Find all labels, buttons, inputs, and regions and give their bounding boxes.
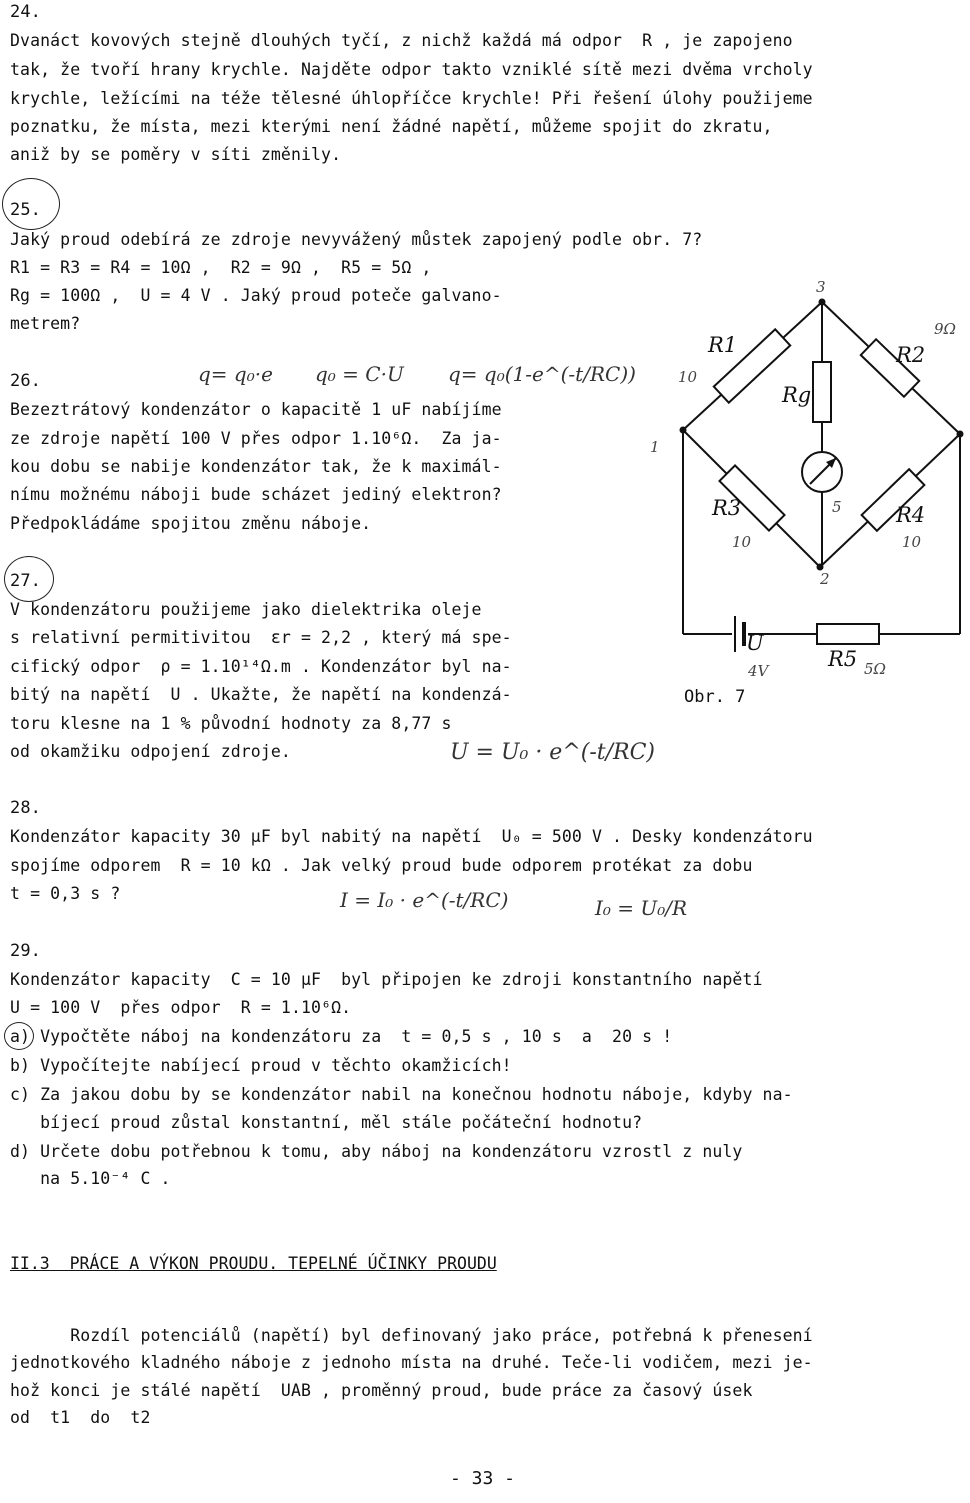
problem-28-line: Kondenzátor kapacity 30 μF byl nabitý na napětí U₀ = 500 V . Desky kondenzátoru [10, 827, 813, 846]
problem-29-line: na 5.10⁻⁴ C . [10, 1169, 171, 1188]
label-r5: R5 [828, 647, 858, 671]
handwritten-formula: U = U₀ · e^(-t/RC) [450, 740, 656, 765]
resistor-r5 [817, 624, 879, 644]
problem-27-line: V kondenzátoru použijeme jako dielektrika oleje [10, 600, 482, 619]
resistor-rg [813, 362, 831, 422]
problem-28-number: 28. [10, 798, 42, 818]
note-value: 5 [832, 498, 842, 516]
label-r4: R4 [896, 503, 926, 527]
problem-25-line: Rg = 100Ω , U = 4 V . Jaký proud poteče galvano- [10, 286, 502, 305]
problem-29-line: b) Vypočítejte nabíjecí proud v těchto okamžicích! [10, 1056, 512, 1075]
intro-line: hož konci je stálé napětí UAB , proměnný proud, bude práce za časový úsek [10, 1381, 753, 1400]
note-value: 10 [902, 533, 922, 551]
problem-29-line: bíjecí proud zůstal konstantní, měl stále počáteční hodnotu? [10, 1113, 643, 1132]
label-u: U [746, 631, 764, 655]
problem-26-line: ze zdroje napětí 100 V přes odpor 1.10⁶Ω. Za ja- [10, 429, 502, 448]
problem-29-number: 29. [10, 941, 42, 961]
circuit-diagram [640, 272, 970, 712]
note-value: 4V [748, 662, 769, 680]
problem-25-line: Jaký proud odebírá ze zdroje nevyvážený můstek zapojený podle obr. 7? [10, 230, 703, 249]
label-r1: R1 [708, 333, 738, 357]
handwritten-formula: I₀ = U₀/R [595, 896, 688, 920]
figure-caption: Obr. 7 [684, 687, 746, 707]
intro-line: jednotkového kladného náboje z jednoho místa na druhé. Teče-li vodičem, mezi je- [10, 1353, 813, 1372]
problem-26-number: 26. [10, 371, 42, 391]
intro-line: Rozdíl potenciálů (napětí) byl definovaný jako práce, potřebná k přenesení [10, 1326, 813, 1345]
note-value: 9Ω [934, 320, 956, 338]
problem-27-line: bitý na napětí U . Ukažte, že napětí na kondenzá- [10, 685, 512, 704]
problem-27-line: od okamžiku odpojení zdroje. [10, 742, 291, 761]
note-node-2: 2 [820, 570, 830, 588]
node [819, 299, 826, 306]
note-value: 10 [678, 368, 698, 386]
page-number: - 33 - [450, 1468, 516, 1489]
problem-29-line: c) Za jakou dobu by se kondenzátor nabil na konečnou hodnotu náboje, kdyby na- [10, 1085, 793, 1104]
problem-26-line: nímu možnému náboji bude scházet jediný elektron? [10, 485, 502, 504]
note-node-3: 3 [816, 278, 826, 296]
problem-26-line: kou dobu se nabije kondenzátor tak, že k maximál- [10, 457, 502, 476]
problem-27-line: toru klesne na 1 % původní hodnoty za 8,77 s [10, 714, 452, 733]
label-r2: R2 [896, 343, 926, 367]
problem-25-number: 25. [10, 200, 42, 220]
problem-25-line: metrem? [10, 314, 81, 333]
handwritten-formula: I = I₀ · e^(-t/RC) [340, 888, 509, 912]
problem-29-line: d) Určete dobu potřebnou k tomu, aby náboj na kondenzátoru vzrostl z nuly [10, 1142, 743, 1161]
intro-line: od t1 do t2 [10, 1408, 151, 1427]
problem-28-line: spojíme odporem R = 10 kΩ . Jak velký proud bude odporem protékat za dobu [10, 856, 753, 875]
problem-26-line: Předpokládáme spojitou změnu náboje. [10, 514, 372, 533]
label-rg: Rg [782, 383, 812, 407]
problem-25-line: R1 = R3 = R4 = 10Ω , R2 = 9Ω , R5 = 5Ω , [10, 258, 432, 277]
problem-24-line: krychle, ležícími na téže tělesné úhlopříčce krychle! Při řešení úlohy použijeme [10, 89, 813, 108]
problem-27-line: s relativní permitivitou εr = 2,2 , který má spe- [10, 628, 512, 647]
problem-24-line: poznatku, že místa, mezi kterými není žádné napětí, můžeme spojit do zkratu, [10, 117, 773, 136]
handwritten-formula: q₀ = C·U [315, 362, 404, 386]
handwritten-formula: q= q₀·e [198, 362, 273, 386]
problem-27-line: cifický odpor ρ = 1.10¹⁴Ω.m . Kondenzátor byl na- [10, 657, 512, 676]
problem-24-line: tak, že tvoří hrany krychle. Najděte odpor takto vzniklé sítě mezi dvěma vrcholy [10, 60, 813, 79]
problem-24-line: aniž by se poměry v síti změnily. [10, 145, 342, 164]
problem-24-line: Dvanáct kovových stejně dlouhých tyčí, z nichž každá má odpor R , je zapojeno [10, 31, 793, 50]
problem-29-line: a) Vypočtěte náboj na kondenzátoru za t = 0,5 s , 10 s a 20 s ! [10, 1027, 673, 1046]
problem-28-line: t = 0,3 s ? [10, 884, 121, 903]
problem-24-number: 24. [10, 2, 42, 22]
node [680, 427, 687, 434]
node [957, 431, 964, 438]
problem-29-line: U = 100 V přes odpor R = 1.10⁶Ω. [10, 998, 352, 1017]
problem-27-number: 27. [10, 571, 42, 591]
note-value: 5Ω [864, 660, 886, 678]
problem-26-line: Bezeztrátový kondenzátor o kapacitě 1 uF nabíjíme [10, 400, 502, 419]
problem-29-line: Kondenzátor kapacity C = 10 μF byl připojen ke zdroji konstantního napětí [10, 970, 763, 989]
section-title: II.3 PRÁCE A VÝKON PROUDU. TEPELNÉ ÚČINKY PROUDU [10, 1254, 497, 1273]
handwritten-formula: q= q₀(1-e^(-t/RC)) [448, 362, 636, 386]
note-value: 10 [732, 533, 752, 551]
label-r3: R3 [712, 496, 742, 520]
note-node-1: 1 [650, 438, 660, 456]
